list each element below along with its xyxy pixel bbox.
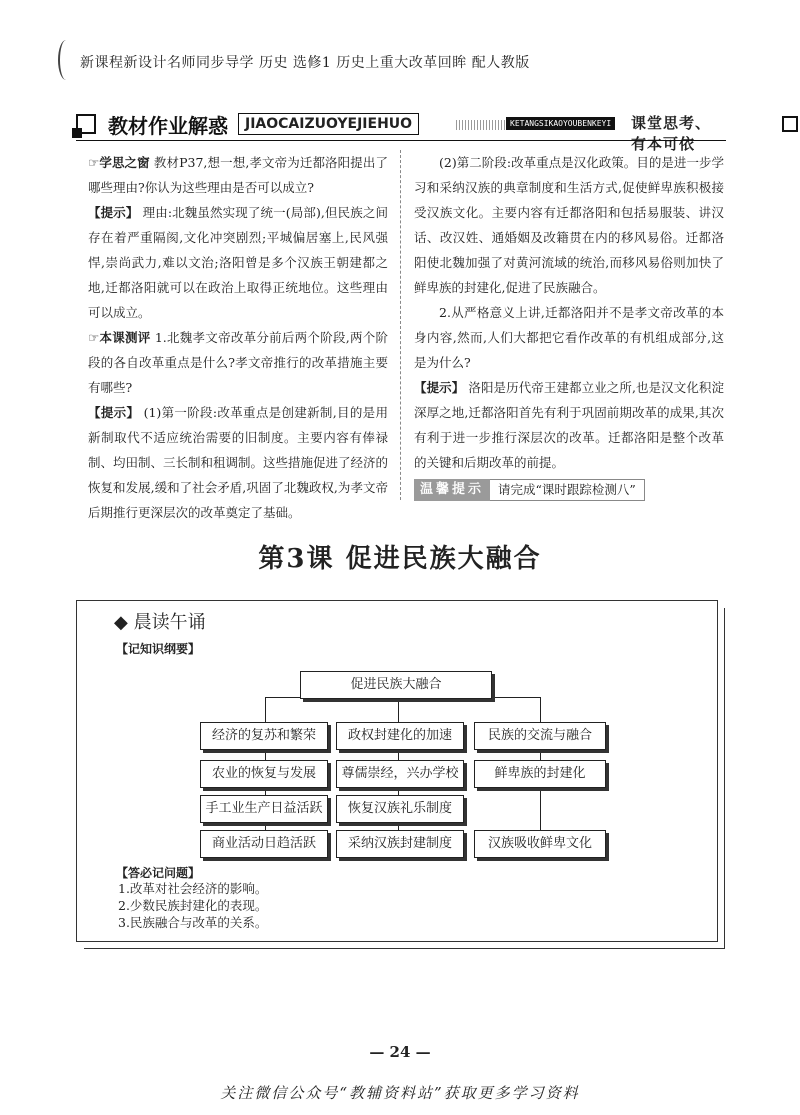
xuesi-question: 教材P37,想一想,孝文帝为迁都洛阳提出了哪些理由?你认为这些理由是否可以成立?	[88, 155, 388, 195]
band-pinyin: JIAOCAIZUOYEJIEHUO	[238, 113, 419, 135]
pointing-hand-icon: ☞	[88, 155, 100, 170]
notice-label: 温馨提示	[414, 479, 490, 501]
page-number: — 24 —	[369, 1043, 431, 1061]
list-item: 2.少数民族封建化的表现。	[118, 898, 268, 913]
node-col1-0: 经济的复苏和繁荣	[200, 722, 328, 750]
notice-text: 请完成“课时跟踪检测八”	[490, 479, 645, 501]
benke-tag: 本课测评	[99, 330, 151, 345]
questions-list	[118, 880, 267, 931]
hint-text: 理由:北魏虽然实现了统一(局部),但民族之间存在着严重隔阂,文化冲突剧烈;平城偏居塞上,民风强悍,崇尚武力,难以文治;洛阳曾是多个汉族王朝建都之地,迁都洛阳就可以在政治上取得正统地位。这些理由可以成立。	[88, 205, 388, 320]
connector	[265, 697, 266, 720]
section-band	[76, 110, 726, 153]
pointing-hand-icon: ☞	[88, 330, 100, 345]
band-right-title: 课堂思考、有本可依	[631, 114, 712, 153]
xuesi-tag: 学思之窗	[99, 155, 150, 170]
section-heading: ◆ 晨读午诵	[114, 612, 206, 633]
square-icon	[76, 114, 96, 134]
questions-label: 【答必记问题】	[116, 866, 201, 880]
question: 2.从严格意义上讲,迁都洛阳并不是孝文帝改革的本身内容,然而,人们大都把它看作改革的有机组成部分,这是为什么?	[414, 305, 724, 370]
hint-text: 洛阳是历代帝王建都立业之所,也是汉文化积淀深厚之地,迁都洛阳首先有利于巩固前期改革的成果,其次有利于进一步推行深层次的改革。迁都洛阳是整个改革的关键和后期改革的前提。	[414, 380, 724, 470]
square-icon-right	[782, 116, 798, 132]
column-divider	[400, 150, 401, 500]
header-decoration	[58, 40, 74, 80]
left-column	[88, 150, 388, 525]
node-col2-0: 政权封建化的加速	[336, 722, 464, 750]
hint-label: 【提示】	[88, 205, 139, 220]
node-col3-1: 鲜卑族的封建化	[474, 760, 606, 788]
lesson-title: 第3课 促进民族大融合	[258, 544, 542, 574]
band-title: 教材作业解惑	[108, 113, 228, 138]
hint-label: 【提示】	[88, 405, 140, 420]
outline-label: 【记知识纲要】	[116, 642, 201, 656]
node-col1-3: 商业活动日趋活跃	[200, 830, 328, 858]
right-column	[414, 150, 724, 501]
paragraph: (2)第二阶段:改革重点是汉化政策。目的是进一步学习和采纳汉族的典章制度和生活方式,促使鲜卑族积极接受汉族文化。主要内容有迁都洛阳和包括易服装、讲汉话、改汉姓、通婚姻及改籍贯在内的移风易俗。迁都洛阳使北魏加强了对黄河流域的统治,而移风易俗则加快了鲜卑族的封建化,促进了民族融合。	[414, 155, 724, 295]
list-item: 3.民族融合与改革的关系。	[118, 915, 268, 930]
connector	[398, 697, 399, 720]
node-col1-2: 手工业生产日益活跃	[200, 795, 328, 823]
notice	[414, 479, 724, 501]
node-col2-3: 采纳汉族封建制度	[336, 830, 464, 858]
band-right-tag: KETANGSIKAOYOUBENKEYI	[506, 117, 615, 130]
root-node: 促进民族大融合	[300, 671, 492, 699]
running-header: 新课程新设计名师同步导学 历史 选修1 历史上重大改革回眸 配人教版	[80, 55, 530, 71]
footer-note: 关注微信公众号“教辅资料站”获取更多学习资料	[220, 1084, 580, 1102]
connector	[540, 697, 541, 720]
node-col3-2: 汉族吸收鲜卑文化	[474, 830, 606, 858]
list-item: 1.改革对社会经济的影响。	[118, 881, 268, 896]
benke-question: 1.北魏孝文帝改革分前后两个阶段,两个阶段的各自改革重点是什么?孝文帝推行的改革措施主要有哪些?	[88, 330, 388, 395]
band-rule	[76, 140, 726, 141]
hint-label: 【提示】	[414, 380, 465, 395]
node-col1-1: 农业的恢复与发展	[200, 760, 328, 788]
hint-text: (1)第一阶段:改革重点是创建新制,目的是用新制取代不适应统治需要的旧制度。主要内容有俸禄制、均田制、三长制和租调制。这些措施促进了经济的恢复和发展,缓和了社会矛盾,巩固了北魏政权,为孝文帝后期推行更深层次的改革奠定了基础。	[88, 405, 389, 520]
node-col2-1: 尊儒崇经，兴办学校	[336, 760, 464, 788]
node-col3-0: 民族的交流与融合	[474, 722, 606, 750]
node-col2-2: 恢复汉族礼乐制度	[336, 795, 464, 823]
